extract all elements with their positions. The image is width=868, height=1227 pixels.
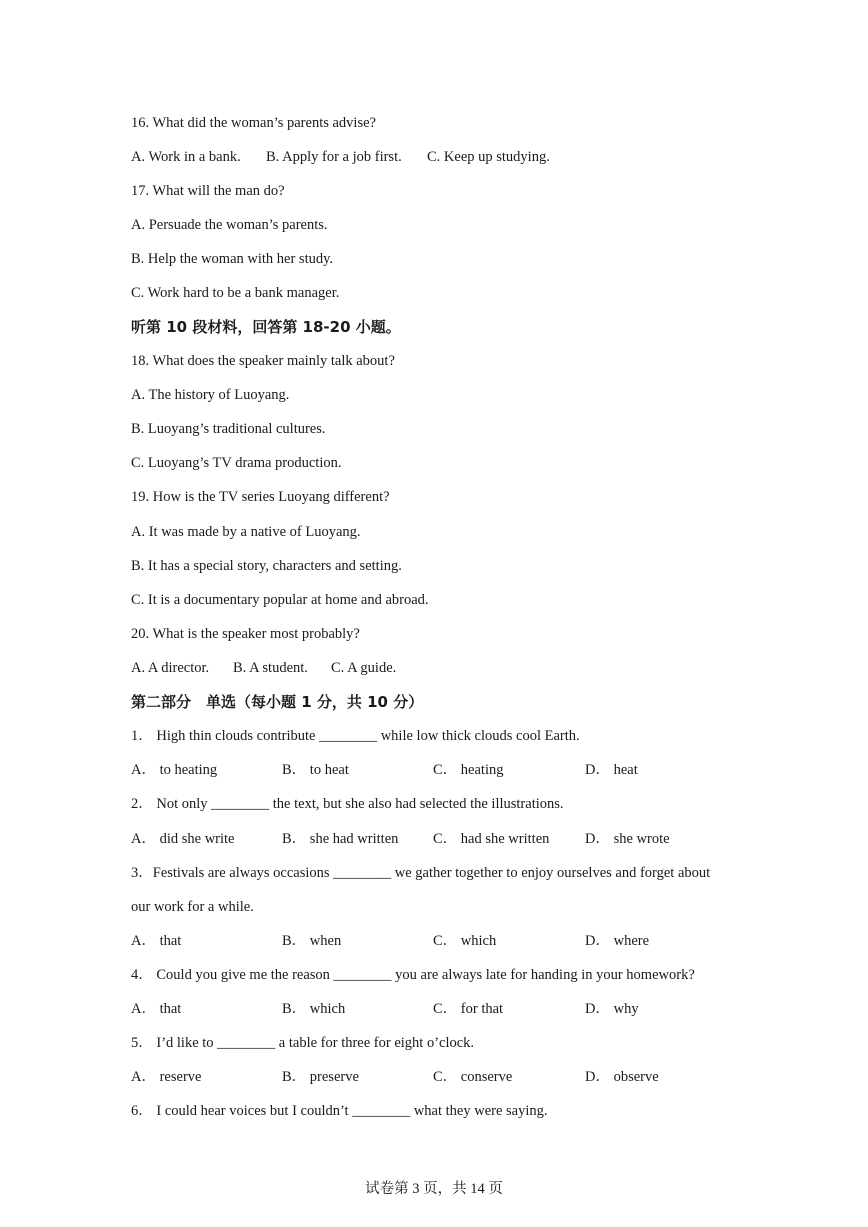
option-d: D． observe	[585, 1069, 659, 1085]
question-3-line-2: our work for a while.	[131, 899, 254, 915]
question-16: 16. What did the woman’s parents advise?	[131, 115, 376, 131]
option-c: C． heating	[433, 762, 504, 778]
option-a: A． to heating	[131, 762, 218, 778]
option-a: A. A director.	[131, 660, 210, 676]
option-c: C． which	[433, 933, 497, 949]
option-c: C． had she written	[433, 831, 550, 847]
question-20: 20. What is the speaker most probably?	[131, 626, 360, 642]
part-two-heading: 第二部分 单选（每小题 1 分，共 10 分）	[131, 693, 424, 711]
question-17-option-a: A. Persuade the woman’s parents.	[131, 217, 328, 233]
question-19: 19. How is the TV series Luoyang different?	[131, 489, 390, 505]
option-b: B． when	[282, 933, 342, 949]
question-6: 6． I could hear voices but I couldn’t ________ what they were saying.	[131, 1103, 548, 1119]
option-c: C. A guide.	[331, 660, 397, 676]
question-19-option-b: B. It has a special story, characters and setting.	[131, 558, 402, 574]
question-19-option-c: C. It is a documentary popular at home and abroad.	[131, 592, 429, 608]
question-19-option-a: A. It was made by a native of Luoyang.	[131, 524, 361, 540]
option-c: C． for that	[433, 1001, 504, 1017]
question-17-option-c: C. Work hard to be a bank manager.	[131, 285, 340, 301]
option-b: B． to heat	[282, 762, 349, 778]
question-17-option-b: B. Help the woman with her study.	[131, 251, 334, 267]
option-c: C． conserve	[433, 1069, 513, 1085]
option-c: C. Keep up studying.	[427, 149, 550, 165]
option-b: B. Apply for a job first.	[266, 149, 402, 165]
question-18-option-b: B. Luoyang’s traditional cultures.	[131, 421, 326, 437]
option-a: A． that	[131, 933, 182, 949]
question-5: 5． I’d like to ________ a table for three for eight o’clock.	[131, 1035, 475, 1051]
option-d: D． heat	[585, 762, 638, 778]
question-17: 17. What will the man do?	[131, 183, 285, 199]
question-3-line-1: 3．Festivals are always occasions ________ we gather together to enjoy ourselves and forget about	[131, 865, 711, 881]
option-d: D． why	[585, 1001, 639, 1017]
option-d: D． where	[585, 933, 650, 949]
section-heading-10: 听第 10 段材料，回答第 18-20 小题。	[131, 318, 401, 336]
option-a: A. Work in a bank.	[131, 149, 241, 165]
question-18-option-c: C. Luoyang’s TV drama production.	[131, 455, 342, 471]
option-b: B． preserve	[282, 1069, 359, 1085]
page-footer: 试卷第 3 页，共 14 页	[365, 1181, 503, 1197]
option-a: A． that	[131, 1001, 182, 1017]
question-4: 4． Could you give me the reason ________ you are always late for handing in your homework?	[131, 967, 695, 983]
option-b: B． which	[282, 1001, 346, 1017]
option-b: B. A student.	[233, 660, 308, 676]
option-a: A． did she write	[131, 831, 235, 847]
question-18-option-a: A. The history of Luoyang.	[131, 387, 290, 403]
option-a: A． reserve	[131, 1069, 202, 1085]
option-b: B． she had written	[282, 831, 399, 847]
option-d: D． she wrote	[585, 831, 670, 847]
question-18: 18. What does the speaker mainly talk about?	[131, 353, 395, 369]
question-2: 2． Not only ________ the text, but she also had selected the illustrations.	[131, 796, 564, 812]
question-1: 1． High thin clouds contribute ________ while low thick clouds cool Earth.	[131, 728, 580, 744]
